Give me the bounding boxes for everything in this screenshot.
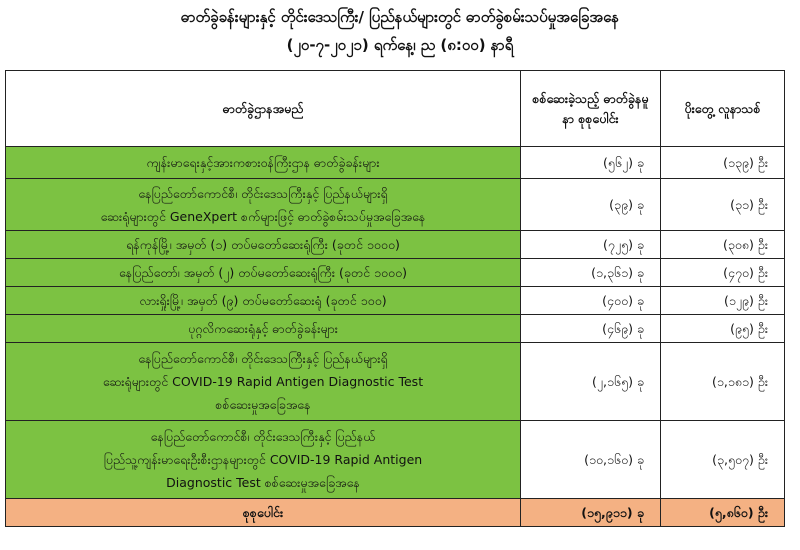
samples-cell: (၃၉) ခု [521,179,661,231]
positive-cell: (၃၁) ဦး [661,179,785,231]
table-row [6,147,785,179]
header-positive: ပိုးတွေ့ လူနာသစ် [661,71,785,147]
table-row [6,259,785,287]
positive-cell: (၄၇၀) ဦး [661,259,785,287]
samples-cell: (၁,၃၆၁) ခု [521,259,661,287]
table-row [6,287,785,315]
header-lab-name: ဓာတ်ခွဲဌာနအမည် [6,71,521,147]
table-row [6,315,785,343]
lab-name-line: နေပြည်တော်၊ အမှတ် (၂) တပ်မတော်ဆေးရုံကြီး (ခုတင် ၁၀၀၀) [119,265,407,280]
lab-name-line: ဆေးရုံများတွင် GeneXpert စက်များဖြင့် ဓာတ်ခွဲစမ်းသပ်မှုအခြေအနေ [100,208,426,224]
positive-cell: (၉၅) ဦး [661,315,785,343]
positive-cell: (၁,၁၈၁) ဦး [661,343,785,421]
lab-name-cell [6,287,521,315]
samples-cell: (၄၆၉) ခု [521,315,661,343]
positive-cell: (၃၀၈) ဦး [661,231,785,259]
total-samples: (၁၅,၉၁၁) ခု [521,499,661,527]
positive-cell: (၃,၅၀၇) ဦး [661,421,785,499]
lab-name-line: ပြည်သူ့ကျန်းမာရေးဦးစီးဌာနများတွင် COVID-19 Rapid Antigen [103,452,423,467]
table-row [6,179,785,231]
lab-name-cell [6,147,521,179]
lab-name-line: နေပြည်တော်ကောင်စီ၊ တိုင်းဒေသကြီးနှင့် ပြည်နယ်များရှိ [138,185,388,201]
lab-name-cell [6,259,521,287]
lab-name-line: နေပြည်တော်ကောင်စီ၊ တိုင်းဒေသကြီးနှင့် ပြည်နယ်များရှိ [138,351,388,366]
samples-cell: (၅၆၂) ခု [521,147,661,179]
samples-cell: (၄၀၀) ခု [521,287,661,315]
lab-name-cell [6,343,521,421]
lab-name-line: လားရှိုးမြို့၊ အမှတ် (၉) တပ်မတော်ဆေးရုံ (ခုတင် ၁၀၀) [139,293,387,308]
positive-cell: (၁၂၉) ဦး [661,287,785,315]
lab-name-line: စစ်ဆေးမှုအခြေအနေ [215,397,311,412]
total-label: စုစုပေါင်း [6,499,521,527]
lab-testing-table [5,70,785,527]
samples-cell: (၇၂၅) ခု [521,231,661,259]
lab-name-line: နေပြည်တော်ကောင်စီ၊ တိုင်းဒေသကြီးနှင့် ပြည်နယ် [150,429,376,444]
lab-name-line: ကျန်းမာရေးနှင့်အားကစားဝန်ကြီးဌာန ဓာတ်ခွဲခန်းများ [146,155,380,170]
samples-cell: (၁၀,၁၆၀) ခု [521,421,661,499]
lab-name-line: ရန်ကုန်မြို့၊ အမှတ် (၁) တပ်မတော်ဆေးရုံကြီး (ခုတင် ၁၀၀၀) [126,237,400,252]
header-samples: စစ်ဆေးခဲ့သည့် ဓာတ်ခွဲနမူနာ စုစုပေါင်း [521,71,661,147]
lab-name-line: ပုဂ္ဂလိကဆေးရုံနှင့် ဓာတ်ခွဲခန်းများ [188,321,338,336]
document-title: ဓာတ်ခွဲခန်းများနှင့် တိုင်းဒေသကြီး/ ပြည်နယ်များတွင် ဓာတ်ခွဲစမ်းသပ်မှုအခြေအနေ [180,8,620,26]
lab-name-cell [6,179,521,231]
total-positive: (၅,၈၆၀) ဦး [661,499,785,527]
lab-name-cell [6,231,521,259]
table-row [6,231,785,259]
positive-cell: (၁၃၉) ဦး [661,147,785,179]
table-row [6,343,785,421]
samples-cell: (၂,၁၆၅) ခု [521,343,661,421]
table-row [6,421,785,499]
document-date: (၂၀-၇-၂၀၂၁) ရက်နေ့၊ ည (၈:၀၀) နာရီ [286,36,514,54]
lab-name-line: ဆေးရုံများတွင် COVID-19 Rapid Antigen Diagnostic Test [102,374,424,389]
lab-name-cell [6,315,521,343]
lab-name-line: Diagnostic Test စစ်ဆေးမှုအခြေအနေ [166,475,360,490]
total-row [6,499,785,527]
header-row [6,71,785,147]
lab-name-cell [6,421,521,499]
